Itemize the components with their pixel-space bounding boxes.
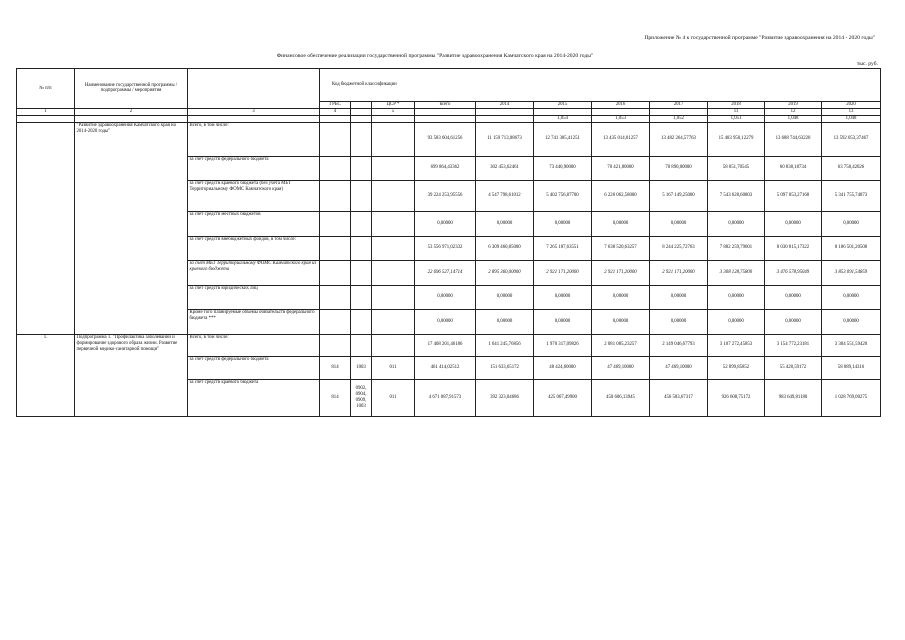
value-cell: 8 030 815,17322 (765, 236, 822, 260)
value-cell: 0,00000 (822, 211, 881, 236)
value-cell: 58 051,70545 (708, 156, 765, 180)
col-number: 13 (822, 108, 881, 115)
value-cell: 15 483 950,12279 (708, 122, 765, 156)
value-cell: 0,00000 (708, 285, 765, 309)
value-cell: 3 154 772,23181 (765, 334, 822, 356)
value-cell: 0,00000 (822, 285, 881, 309)
col-head-num: № п/п (17, 69, 75, 109)
grbs-cell: 814 (320, 356, 351, 379)
csr-cell: 011 (372, 356, 415, 379)
value-cell: 47 469,10000 (592, 356, 650, 379)
value-cell: 39 224 253,95556 (415, 180, 476, 211)
value-cell: 0,00000 (765, 211, 822, 236)
appendix-note: Приложение № 4 к государственной программе "Развитие здравоохранения на 2014 - 2020 годы" (644, 35, 875, 41)
value-cell: 22 696 527,14714 (415, 260, 476, 285)
value-cell: 0,00000 (822, 309, 881, 334)
col-number (476, 108, 534, 115)
col-head-name: Наименование государственной программы / подпрограммы / мероприятия (75, 69, 188, 109)
col-number: 3 (188, 108, 320, 115)
row-label: Кроме того планируемые объемы обязательств федерального бюджета *** (188, 309, 320, 334)
value-cell: 3 476 578,95049 (765, 260, 822, 285)
value-cell: 13 592 053,37467 (822, 122, 881, 156)
col-head-year: 2020 (822, 102, 881, 109)
col-head-grbs: ГРБС (320, 102, 351, 109)
value-cell: 456 583,67317 (650, 379, 708, 416)
value-cell: 7 543 628,60803 (708, 180, 765, 211)
col-number: 11 (708, 108, 765, 115)
value-cell: 60 838,18734 (765, 156, 822, 180)
col-number (650, 108, 708, 115)
column-number-row (17, 108, 881, 115)
value-cell: 0,00000 (534, 309, 592, 334)
value-cell: 0,00000 (592, 309, 650, 334)
value-cell: 17 408 201,46186 (415, 334, 476, 356)
row-label: за счет средств внебюджетных фондов, в том числе: (188, 236, 320, 260)
value-cell: 3 304 551,59420 (822, 334, 881, 356)
col-head-csr: ЦСР * (372, 102, 415, 109)
value-cell: 70 890,00000 (650, 156, 708, 180)
value-cell: 11 159 713,08673 (476, 122, 534, 156)
value-cell: 0,00000 (708, 309, 765, 334)
col-head-blank (188, 69, 320, 109)
row-label: Всего, в том числе: (188, 122, 320, 156)
units-label: тыс. руб. (856, 61, 878, 67)
value-cell: 2 921 171,20000 (592, 260, 650, 285)
row-label: за счет средств краевого бюджета (без учета МБТ Территориальному ФОМС Камчатского края) (188, 180, 320, 211)
col-number (415, 108, 476, 115)
value-cell: 461 414,02512 (415, 356, 476, 379)
grbs-cell: 814 (320, 379, 351, 416)
value-cell: 0,00000 (650, 211, 708, 236)
table-row (17, 122, 881, 156)
grbs-cell (320, 334, 351, 356)
col-id: 1,048 (822, 115, 881, 122)
value-cell: 0,00000 (592, 285, 650, 309)
column-id-row (17, 115, 881, 122)
col-head-total: всего (415, 102, 476, 109)
value-cell: 5 097 053,27168 (765, 180, 822, 211)
razdel-cell: 0902, 0904, 0909, 1003 (351, 379, 372, 416)
value-cell: 450 606,13945 (592, 379, 650, 416)
value-cell: 47 469,10000 (650, 356, 708, 379)
value-cell: 8 244 225,72763 (650, 236, 708, 260)
value-cell: 1 028 769,00275 (822, 379, 881, 416)
col-head-razdel (351, 102, 372, 109)
value-cell: 3 107 272,45853 (708, 334, 765, 356)
value-cell: 0,00000 (415, 285, 476, 309)
col-id: 1,048 (765, 115, 822, 122)
col-head-budget-code: Код бюджетной классификации (320, 69, 881, 102)
value-cell: 699 864,43362 (415, 156, 476, 180)
program-name: "Развитие здравоохранения Камчатского края на 2014-2020 годы" (75, 122, 188, 334)
financing-table (16, 68, 881, 417)
value-cell: 0,00000 (415, 211, 476, 236)
value-cell: 93 583 604,61256 (415, 122, 476, 156)
value-cell: 58 089,14316 (822, 356, 881, 379)
value-cell: 302 453,62461 (476, 156, 534, 180)
program-num-cell (17, 122, 75, 334)
row-label: за счет средств краевого бюджета (188, 379, 320, 416)
value-cell: 0,00000 (476, 309, 534, 334)
col-number (534, 108, 592, 115)
value-cell: 0,00000 (476, 285, 534, 309)
col-head-year: 2014 (476, 102, 534, 109)
col-number: 4 (320, 108, 351, 115)
row-label: за счет средств федерального бюджета (188, 356, 320, 379)
value-cell: 6 309 460,85000 (476, 236, 534, 260)
value-cell: 3 853 091,54859 (822, 260, 881, 285)
value-cell: 425 067,49900 (534, 379, 592, 416)
value-cell: 8 186 501,20508 (822, 236, 881, 260)
value-cell: 1 970 317,09826 (534, 334, 592, 356)
subprogram-name: Подпрограмма 1. "Профилактика заболеваний и формирование здорового образа жизни. Развитие первичной медико-санитарной помощи" (75, 334, 188, 416)
col-id: 1,052 (650, 115, 708, 122)
value-cell: 5 341 755,74873 (822, 180, 881, 211)
col-number: 1 (17, 108, 75, 115)
value-cell: 3 308 128,75800 (708, 260, 765, 285)
value-cell: 70 421,80000 (592, 156, 650, 180)
col-head-year: 2018 (708, 102, 765, 109)
value-cell: 0,00000 (765, 309, 822, 334)
col-id: 1,051 (708, 115, 765, 122)
value-cell: 151 633,65172 (476, 356, 534, 379)
csr-cell: 011 (372, 379, 415, 416)
value-cell: 52 899,85852 (708, 356, 765, 379)
row-label: за счет средств юридических лиц (188, 285, 320, 309)
col-number: 5 (372, 108, 415, 115)
value-cell: 0,00000 (476, 211, 534, 236)
row-label: за счет средств местных бюджетов (188, 211, 320, 236)
value-cell: 2 149 046,67793 (650, 334, 708, 356)
value-cell: 53 556 971,02332 (415, 236, 476, 260)
col-number (351, 108, 372, 115)
value-cell: 2 081 085,23257 (592, 334, 650, 356)
value-cell: 13 435 014,01257 (592, 122, 650, 156)
table-row (17, 334, 881, 356)
row-label: Всего, в том числе: (188, 334, 320, 356)
value-cell: 392 323,04686 (476, 379, 534, 416)
razdel-cell: 1003 (351, 356, 372, 379)
value-cell: 48 424,60000 (534, 356, 592, 379)
col-head-year: 2016 (592, 102, 650, 109)
value-cell: 0,00000 (415, 309, 476, 334)
value-cell: 0,00000 (650, 309, 708, 334)
row-label: за счет МБТ Территориальному ФОМС Камчатского края из краевого бюджета (188, 260, 320, 285)
value-cell: 13 482 264,57763 (650, 122, 708, 156)
value-cell: 926 608,75172 (708, 379, 765, 416)
value-cell: 7 638 520,63257 (592, 236, 650, 260)
col-number: 12 (765, 108, 822, 115)
subprogram-num: 1. (17, 334, 75, 416)
value-cell: 0,00000 (592, 211, 650, 236)
value-cell: 5 167 149,25000 (650, 180, 708, 211)
value-cell: 0,00000 (765, 285, 822, 309)
csr-cell (372, 334, 415, 356)
value-cell: 4 547 798,61012 (476, 180, 534, 211)
value-cell: 4 671 087,91573 (415, 379, 476, 416)
value-cell: 73 440,90000 (534, 156, 592, 180)
value-cell: 0,00000 (534, 285, 592, 309)
col-id: 1,053 (592, 115, 650, 122)
value-cell: 5 402 756,87700 (534, 180, 592, 211)
value-cell: 7 265 187,63551 (534, 236, 592, 260)
value-cell: 13 688 744,63220 (765, 122, 822, 156)
document-title: Финансовое обеспечение реализации государственной программы "Развитие здравоохранения Камчатского края на 2014-2020 годы" (276, 53, 594, 59)
value-cell: 0,00000 (650, 285, 708, 309)
value-cell: 0,00000 (534, 211, 592, 236)
razdel-cell (351, 334, 372, 356)
col-number: 2 (75, 108, 188, 115)
col-id: 1,054 (534, 115, 592, 122)
value-cell: 0,00000 (708, 211, 765, 236)
col-head-year: 2019 (765, 102, 822, 109)
value-cell: 2 921 171,20000 (650, 260, 708, 285)
value-cell: 7 882 259,79601 (708, 236, 765, 260)
value-cell: 12 741 385,41251 (534, 122, 592, 156)
col-number (592, 108, 650, 115)
col-head-year: 2017 (650, 102, 708, 109)
value-cell: 2 921 171,20000 (534, 260, 592, 285)
value-cell: 2 895 360,00000 (476, 260, 534, 285)
value-cell: 63 758,42026 (822, 156, 881, 180)
row-label: за счет средств федерального бюджета (188, 156, 320, 180)
value-cell: 55 428,59172 (765, 356, 822, 379)
value-cell: 983 649,81180 (765, 379, 822, 416)
value-cell: 1 641 245,76856 (476, 334, 534, 356)
col-head-year: 2015 (534, 102, 592, 109)
header-row (17, 69, 881, 102)
value-cell: 6 226 062,58000 (592, 180, 650, 211)
